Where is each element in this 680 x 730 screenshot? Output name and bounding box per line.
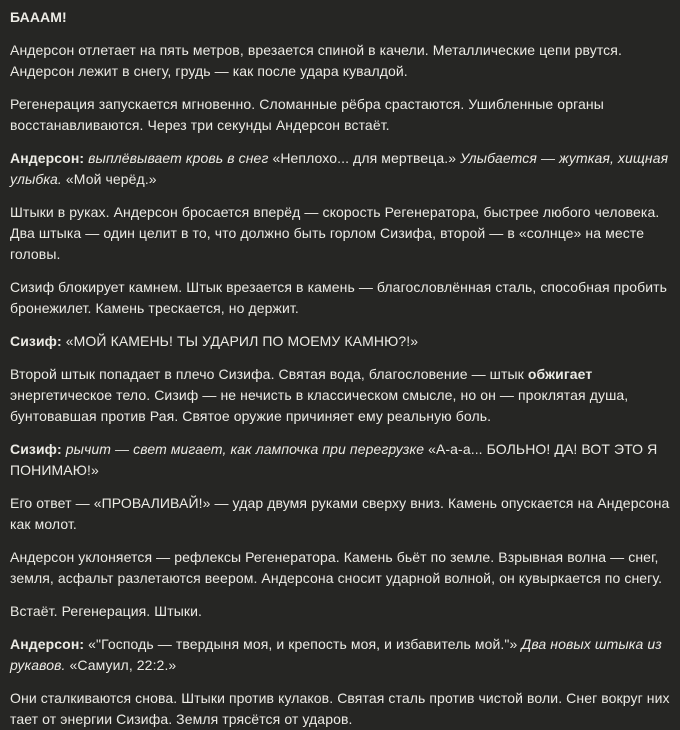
text-run: Андерсон отлетает на пять метров, врезается спиной в качели. Металлические цепи рвутся. Андерсон лежит в снегу, грудь — как после удара кувалдой. — [10, 42, 622, 79]
text-run: «А-а-а... БОЛЬНО! ДА! ВОТ ЭТО Я ПОНИМАЮ!» — [10, 441, 658, 478]
text-run: «"Господь — твердыня моя, и крепость моя, и избавитель мой."» — [84, 636, 522, 652]
bold-text-run: Андерсон: — [10, 636, 85, 652]
paragraph — [10, 547, 670, 589]
paragraph — [10, 601, 670, 622]
text-run: «МОЙ КАМЕНЬ! ТЫ УДАРИЛ ПО МОЕМУ КАМНЮ?!» — [61, 333, 419, 349]
paragraph — [10, 94, 670, 136]
text-run: Регенерация запускается мгновенно. Сломанные рёбра срастаются. Ушибленные органы восстанавливаются. Через три секунды Андерсон встаёт. — [10, 96, 604, 133]
italic-text-run: Улыбается — жуткая, хищная улыбка. — [10, 150, 669, 187]
text-run: Второй штык попадает в плечо Сизифа. Святая вода, благословение — штык — [10, 366, 528, 382]
paragraph — [10, 7, 670, 28]
paragraph — [10, 364, 670, 427]
paragraph — [10, 331, 670, 352]
bold-text-run: Андерсон: — [10, 150, 85, 166]
text-run: Андерсон уклоняется — рефлексы Регенератора. Камень бьёт по земле. Взрывная волна — снег, земля, асфальт разлетаются веером. Андерсона сносит ударной волной, он кувыркается по снегу. — [10, 549, 663, 586]
italic-text-run: выплёвывает кровь в снег — [84, 150, 269, 166]
paragraph — [10, 202, 670, 265]
text-run: Сизиф блокирует камнем. Штык врезается в камень — благословлённая сталь, способная пробить бронежилет. Камень трескается, но держит. — [10, 279, 668, 316]
paragraph — [10, 277, 670, 319]
text-run: Его ответ — «ПРОВАЛИВАЙ!» — удар двумя руками сверху вниз. Камень опускается на Андерсона как молот. — [10, 495, 670, 532]
paragraphs-container — [10, 7, 670, 730]
italic-text-run: Два новых штыка из рукавов. — [10, 636, 662, 673]
paragraph — [10, 493, 670, 535]
italic-text-run: рычит — свет мигает, как лампочка при перегрузке — [61, 441, 425, 457]
bold-text-run: БАААМ! — [10, 9, 67, 25]
text-run: «Мой черёд.» — [61, 171, 157, 187]
paragraph — [10, 40, 670, 82]
text-run: Встаёт. Регенерация. Штыки. — [10, 603, 203, 619]
paragraph — [10, 148, 670, 190]
paragraph — [10, 688, 670, 730]
bold-text-run: Сизиф: — [10, 441, 62, 457]
text-run: Они сталкиваются снова. Штыки против кулаков. Святая сталь против чистой воли. Снег вокруг них тает от энергии Сизифа. Земля трясётся от ударов. — [10, 690, 670, 727]
paragraph — [10, 439, 670, 481]
text-run: «Самуил, 22:2.» — [65, 657, 177, 673]
bold-text-run: Сизиф: — [10, 333, 62, 349]
text-run: Штыки в руках. Андерсон бросается вперёд — скорость Регенератора, быстрее любого человека. Два штыка — один целит в то, что должно быть горлом Сизифа, второй — в «солнце» на месте головы. — [10, 204, 660, 262]
text-run: энергетическое тело. Сизиф — не нечисть в классическом смысле, но он — проклятая душа, бунтовавшая против Рая. Святое оружие причиняет ему реальную боль. — [10, 387, 629, 424]
bold-text-run: обжигает — [527, 366, 593, 382]
text-run: «Неплохо... для мертвеца.» — [268, 150, 461, 166]
